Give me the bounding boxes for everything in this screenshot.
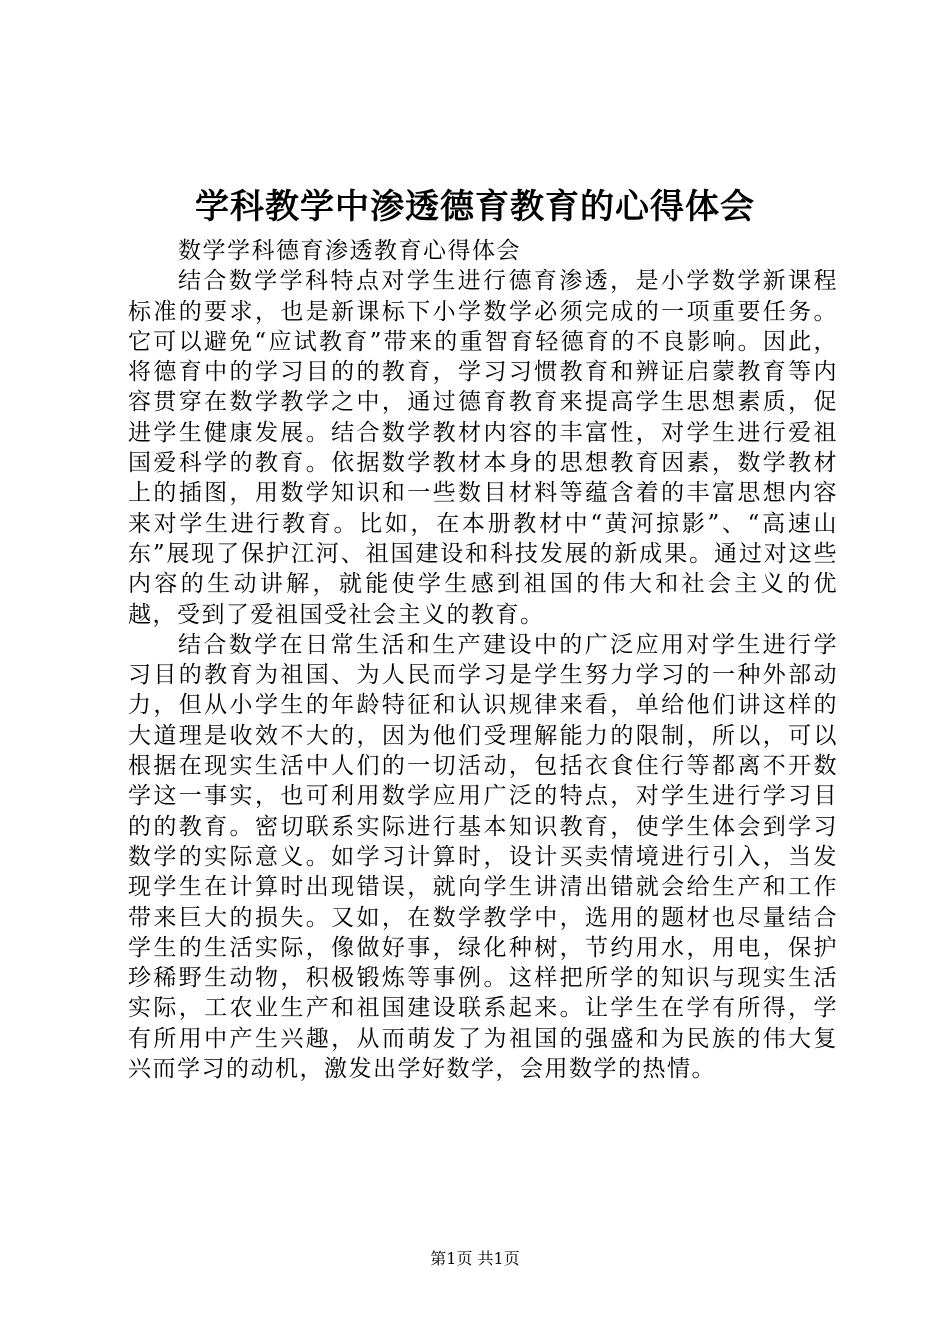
paragraph-1: 结合数学学科特点对学生进行德育渗透，是小学数学新课程标准的要求，也是新课标下小学数学必须完成的一项重要任务。它可以避免“应试教育”带来的重智育轻德育的不良影响。因此，将德育中的学习目的的教育，学习习惯教育和辨证启蒙教育等内容贯穿在数学教学之中，通过德育教育来提高学生思想素质，促进学生健康发展。结合数学教材内容的丰富性，对学生进行爱祖国爱科学的教育。依据数学教材本身的思想教育因素，数学教材上的插图，用数学知识和一些数目材料等蕴含着的丰富思想内容来对学生进行教育。比如，在本册教材中“黄河掠影”、“高速山东”展现了保护江河、祖国建设和科技发展的新成果。通过对这些内容的生动讲解，就能使学生感到祖国的伟大和社会主义的优越，受到了爱祖国受社会主义的教育。 [128,268,838,628]
document-subtitle: 数学学科德育渗透教育心得体会 [178,238,521,264]
document-title: 学科教学中渗透德育教育的心得体会 [195,187,755,227]
page-footer: 第1页 共1页 [430,1249,520,1268]
paragraph-2: 结合数学在日常生活和生产建设中的广泛应用对学生进行学习目的教育为祖国、为人民而学习是学生努力学习的一种外部动力，但从小学生的年龄特征和认识规律来看，单给他们讲这样的大道理是收效不大的，因为他们受理解能力的限制，所以，可以根据在现实生活中人们的一切活动，包括衣食住行等都离不开数学这一事实，也可利用数学应用广泛的特点，对学生进行学习目的的教育。密切联系实际进行基本知识教育，使学生体会到学习数学的实际意义。如学习计算时，设计买卖情境进行引入，当发现学生在计算时出现错误，就向学生讲清出错就会给生产和工作带来巨大的损失。又如，在数学教学中，选用的题材也尽量结合学生的生活实际，像做好事，绿化种树，节约用水，用电，保护珍稀野生动物，积极锻炼等事例。这样把所学的知识与现实生活实际，工农业生产和祖国建设联系起来。让学生在学有所得，学有所用中产生兴趣，从而萌发了为祖国的强盛和为民族的伟大复兴而学习的动机，激发出学好数学，会用数学的热情。 [128,631,838,1083]
document-body [128,236,838,1084]
